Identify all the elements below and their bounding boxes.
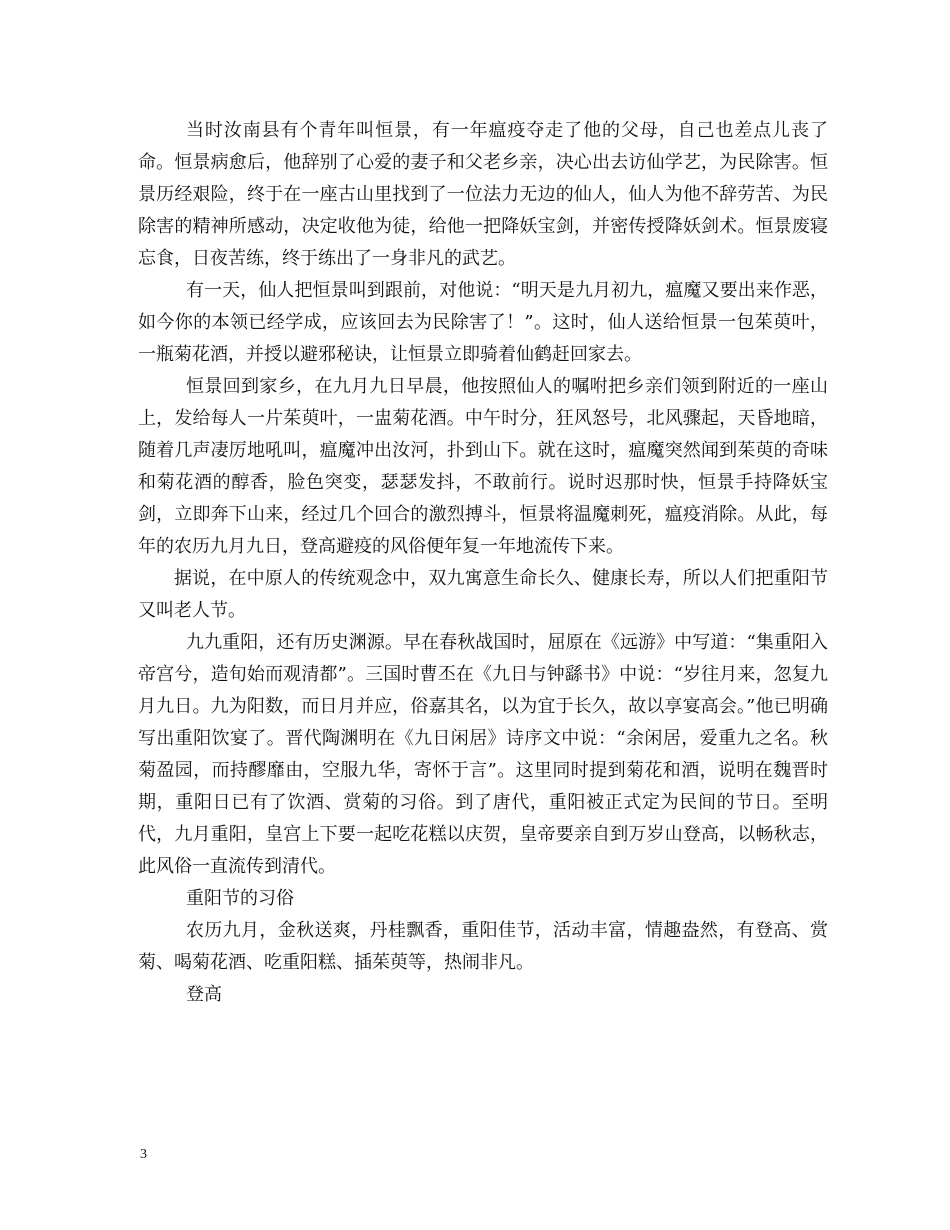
subheading-climbing: 登高 xyxy=(186,984,222,1005)
paragraph-elders-festival: 据说，在中原人的传统观念中，双九寓意生命长久、健康长寿，所以人们把重阳节又叫老人节。 xyxy=(138,568,828,621)
section-heading-customs: 重阳节的习俗 xyxy=(186,888,294,909)
page-number: 3 xyxy=(140,1147,147,1162)
paragraph-immortal-instruction: 有一天，仙人把恒景叫到跟前，对他说：“明天是九月初九，瘟魔又要出来作恶，如今你的本领已经学成，应该回去为民除害了！”。这时，仙人送给恒景一包茱萸叶，一瓶菊花酒，并授以避邪秘诀，让恒景立即骑着仙鹤赶回家去。 xyxy=(138,280,828,365)
paragraph-historical-origin: 九九重阳，还有历史渊源。早在春秋战国时，屈原在《远游》中写道：“集重阳入帝宫兮，造旬始而观清都”。三国时曹丕在《九日与钟繇书》中说：“岁往月来，忽复九月九日。九为阳数，而日月并应，俗嘉其名，以为宜于长久，故以享宴高会。”他已明确写出重阳饮宴了。晋代陶渊明在《九日闲居》诗序文中说：“余闲居，爱重九之名。秋菊盈园，而持醪靡由，空服九华，寄怀于言”。这里同时提到菊花和酒，说明在魏晋时期，重阳日已有了饮酒、赏菊的习俗。到了唐代，重阳被正式定为民间的节日。至明代，九月重阳，皇宫上下要一起吃花糕以庆贺，皇帝要亲自到万岁山登高，以畅秋志，此风俗一直流传到清代。 xyxy=(138,632,828,877)
paragraph-defeat-plague-demon: 恒景回到家乡，在九月九日早晨，他按照仙人的嘱咐把乡亲们领到附近的一座山上，发给每人一片茱萸叶，一盅菊花酒。中午时分，狂风怒号，北风骤起，天昏地暗，随着几声凄厉地吼叫，瘟魔冲出汝河，扑到山下。就在这时，瘟魔突然闻到茱萸的奇味和菊花酒的醇香，脸色突变，瑟瑟发抖，不敢前行。说时迟那时快，恒景手持降妖宝剑，立即奔下山来，经过几个回合的激烈搏斗，恒景将温魔刺死，瘟疫消除。从此，每年的农历九月九日，登高避疫的风俗便年复一年地流传下来。 xyxy=(138,376,828,557)
paragraph-hengjing-story: 当时汝南县有个青年叫恒景，有一年瘟疫夺走了他的父母，自己也差点儿丧了命。恒景病愈后，他辞别了心爱的妻子和父老乡亲，决心出去访仙学艺，为民除害。恒景历经艰险，终于在一座古山里找到了一位法力无边的仙人，仙人为他不辞劳苦、为民除害的精神所感动，决定收他为徒，给他一把降妖宝剑，并密传授降妖剑术。恒景废寝忘食，日夜苦练，终于练出了一身非凡的武艺。 xyxy=(138,120,828,269)
paragraph-customs-overview: 农历九月，金秋送爽，丹桂飘香，重阳佳节，活动丰富，情趣盎然，有登高、赏菊、喝菊花酒、吃重阳糕、插茱萸等，热闹非凡。 xyxy=(138,920,828,973)
document-body xyxy=(138,115,828,1011)
